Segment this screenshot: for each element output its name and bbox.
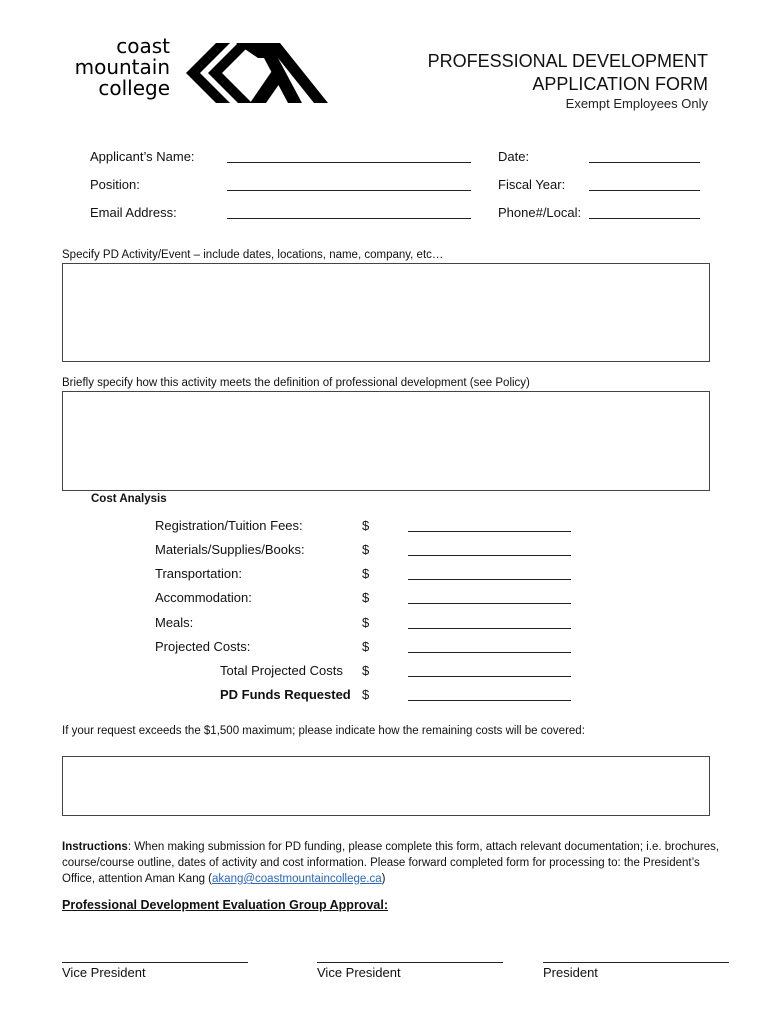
exceed-textbox[interactable] bbox=[62, 756, 710, 816]
cost-analysis-heading: Cost Analysis bbox=[91, 493, 167, 505]
signature-label-vp2: Vice President bbox=[317, 965, 401, 980]
definition-textbox[interactable] bbox=[62, 391, 710, 491]
definition-label: Briefly specify how this activity meets the definition of professional development (see Policy) bbox=[62, 377, 530, 389]
signature-label-president: President bbox=[543, 965, 598, 980]
cost-item-transportation: Transportation: bbox=[155, 566, 242, 581]
fiscal-year-field[interactable] bbox=[589, 190, 700, 191]
cost-item-materials: Materials/Supplies/Books: bbox=[155, 542, 305, 557]
position-label: Position: bbox=[90, 177, 140, 192]
position-field[interactable] bbox=[227, 190, 471, 191]
fiscal-year-label: Fiscal Year: bbox=[498, 177, 566, 192]
dollar-sign: $ bbox=[362, 615, 370, 630]
cost-field-accommodation[interactable] bbox=[408, 603, 571, 604]
activity-label: Specify PD Activity/Event – include dates, locations, name, company, etc… bbox=[62, 249, 444, 261]
logo-line-1: coast bbox=[116, 34, 170, 58]
instructions-body: : When making submission for PD funding, please complete this form, attach relevant documentation; i.e. brochures, course/course outline, dates of activity and cost information. Please forward completed form for processing to: the President’s Office, attention Aman Kang ( bbox=[62, 841, 720, 885]
dollar-sign: $ bbox=[362, 542, 370, 557]
exceed-label: If your request exceeds the $1,500 maximum; please indicate how the remaining costs will be covered: bbox=[62, 725, 585, 737]
cost-item-registration: Registration/Tuition Fees: bbox=[155, 518, 303, 533]
cost-field-projected[interactable] bbox=[408, 652, 571, 653]
logo-text bbox=[66, 36, 170, 99]
form-subtitle: Exempt Employees Only bbox=[565, 96, 708, 111]
cost-item-projected: Projected Costs: bbox=[155, 639, 251, 654]
total-projected-field[interactable] bbox=[408, 676, 571, 677]
approval-heading: Professional Development Evaluation Group Approval: bbox=[62, 898, 388, 912]
date-label: Date: bbox=[498, 149, 530, 164]
signature-label-vp1: Vice President bbox=[62, 965, 146, 980]
applicant-name-field[interactable] bbox=[227, 162, 471, 163]
instructions-heading: Instructions bbox=[62, 841, 128, 853]
applicant-name-label: Applicant’s Name: bbox=[90, 149, 195, 164]
dollar-sign: $ bbox=[362, 663, 370, 678]
pd-funds-field[interactable] bbox=[408, 700, 571, 701]
dollar-sign: $ bbox=[362, 639, 370, 654]
cost-field-meals[interactable] bbox=[408, 628, 571, 629]
email-link[interactable]: akang@coastmountaincollege.ca bbox=[212, 873, 382, 885]
signature-line-vp2[interactable] bbox=[317, 962, 503, 963]
dollar-sign: $ bbox=[362, 590, 370, 605]
dollar-sign: $ bbox=[362, 566, 370, 581]
logo-line-3: college bbox=[98, 76, 170, 100]
cost-field-transportation[interactable] bbox=[408, 579, 571, 580]
phone-field[interactable] bbox=[589, 218, 700, 219]
instructions-close: ) bbox=[381, 873, 386, 885]
cost-field-registration[interactable] bbox=[408, 531, 571, 532]
form-title bbox=[428, 50, 708, 96]
activity-textbox[interactable] bbox=[62, 263, 710, 362]
email-field[interactable] bbox=[227, 218, 471, 219]
logo-mark-icon bbox=[186, 40, 328, 106]
title-line-1: PROFESSIONAL DEVELOPMENT bbox=[427, 51, 708, 71]
phone-label: Phone#/Local: bbox=[498, 205, 582, 220]
total-projected-label: Total Projected Costs bbox=[220, 663, 343, 678]
pd-funds-label: PD Funds Requested bbox=[220, 687, 351, 702]
dollar-sign: $ bbox=[362, 687, 370, 702]
title-line-2: APPLICATION FORM bbox=[532, 74, 708, 94]
cost-item-accommodation: Accommodation: bbox=[155, 590, 252, 605]
cost-item-meals: Meals: bbox=[155, 615, 194, 630]
date-field[interactable] bbox=[589, 162, 700, 163]
dollar-sign: $ bbox=[362, 518, 370, 533]
email-label: Email Address: bbox=[90, 205, 177, 220]
cost-field-materials[interactable] bbox=[408, 555, 571, 556]
signature-line-vp1[interactable] bbox=[62, 962, 248, 963]
logo-line-2: mountain bbox=[74, 55, 170, 79]
instructions-text bbox=[62, 839, 722, 887]
signature-line-president[interactable] bbox=[543, 962, 729, 963]
